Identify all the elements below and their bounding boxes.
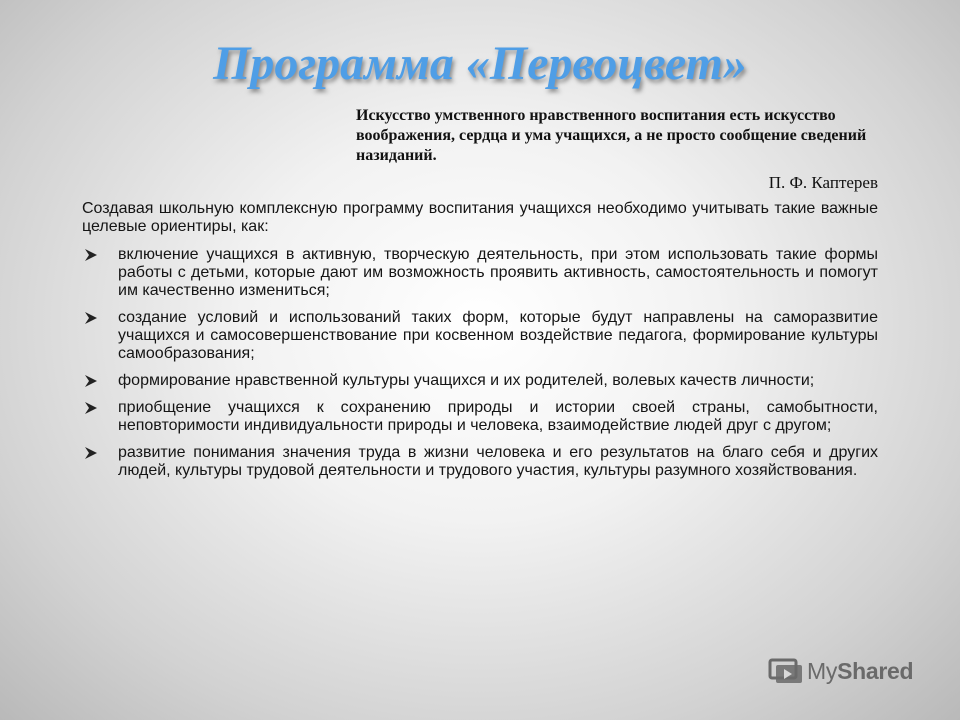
list-item-text: включение учащихся в активную, творческую деятельность, при этом использовать такие формы работы с детьми, которые дают им возможность проявить активность, самостоятельность и помогут им качественно измениться; <box>118 246 878 299</box>
watermark-shared: Shared <box>837 657 914 684</box>
mysharedlogo-icon <box>768 656 802 686</box>
slide-title: Программа «Первоцвет» <box>213 37 747 90</box>
list-item-text: приобщение учащихся к сохранению природы и истории своей страны, самобытности, неповторимости индивидуальности природы и человека, взаимодействие людей друг с другом; <box>118 399 878 434</box>
list-item <box>82 444 878 480</box>
arrowhead-bullet-icon <box>84 374 98 388</box>
goals-list <box>82 246 878 489</box>
list-item-text: развитие понимания значения труда в жизни человека и его результатов на благо себя и других людей, культуры трудовой деятельности и трудового участия, культуры разумного хозяйствования. <box>118 444 878 479</box>
list-item <box>82 372 878 390</box>
epigraph-author: П. Ф. Каптерев <box>768 173 878 192</box>
list-item <box>82 309 878 363</box>
arrowhead-bullet-icon <box>84 401 98 415</box>
list-item-text: формирование нравственной культуры учащихся и их родителей, волевых качеств личности; <box>118 372 815 389</box>
arrowhead-bullet-icon <box>84 248 98 262</box>
watermark-my: My <box>807 657 838 684</box>
list-item <box>82 399 878 435</box>
arrowhead-bullet-icon <box>84 446 98 460</box>
list-item-text: создание условий и использований таких форм, которые будут направлены на саморазвитие учащихся и самосовершенствование при косвенном воздействие педагога, формирование культуры самообразования; <box>118 309 878 362</box>
list-item <box>82 246 878 300</box>
epigraph-quote: Искусство умственного нравственного воспитания есть искусство воображения, сердца и ума учащихся, а не просто сообщение сведений назиданий. <box>356 107 867 164</box>
intro-paragraph: Создавая школьную комплексную программу воспитания учащихся необходимо учитывать такие важные целевые ориентиры, как: <box>82 200 878 235</box>
arrowhead-bullet-icon <box>84 311 98 325</box>
myshared-watermark[interactable] <box>768 656 913 686</box>
